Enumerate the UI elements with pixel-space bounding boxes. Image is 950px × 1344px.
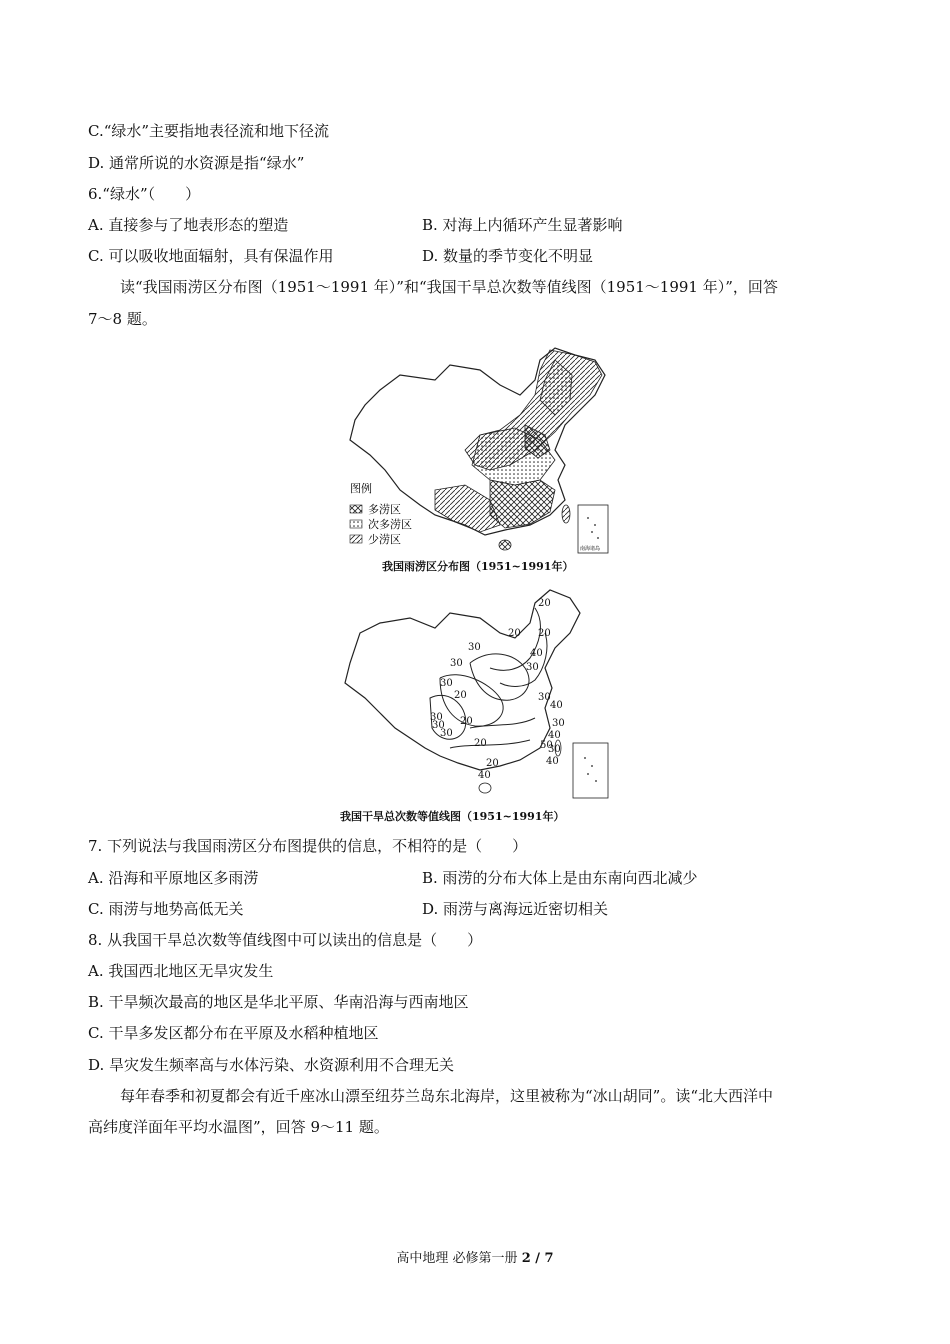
isoline-label: 40	[530, 648, 543, 659]
isoline-label: 40	[548, 730, 561, 741]
map-legend	[350, 481, 412, 546]
q7-stem: 7. 下列说法与我国雨涝区分布图提供的信息，不相符的是（ ）	[88, 837, 528, 855]
legend-label-heavy: 多涝区	[368, 503, 401, 516]
q7-option-b: B. 雨涝的分布大体上是由东南向西北减少	[422, 869, 698, 887]
isoline-label: 30	[430, 712, 443, 723]
isoline-label: 40	[546, 756, 559, 767]
isoline-label: 20	[508, 628, 521, 639]
footer-page-number: 2 / 7	[521, 1251, 554, 1266]
isoline-label: 30	[432, 720, 445, 731]
isoline-label: 20	[486, 758, 499, 769]
legend-label-moderate: 次多涝区	[368, 518, 412, 531]
isoline-label: 20	[538, 598, 551, 609]
q6-option-c: C. 可以吸收地面辐射，具有保温作用	[88, 247, 334, 265]
isoline-label: 30	[468, 642, 481, 653]
isoline-label: 30	[548, 744, 561, 755]
isoline-label: 40	[478, 770, 491, 781]
map2-caption: 我国干旱总次数等值线图（1951~1991年）	[340, 810, 565, 823]
q8-option-a: A. 我国西北地区无旱灾发生	[88, 962, 274, 980]
isoline-label: 30	[552, 718, 565, 729]
isoline-label: 50	[540, 740, 553, 751]
south-sea-inset	[578, 505, 608, 553]
intro-7-8-line2: 7～8 题。	[88, 310, 157, 328]
intro-9-11-line1: 每年春季和初夏都会有近千座冰山漂至纽芬兰岛东北海岸，这里被称为“冰山胡同”。读“北大西洋中	[120, 1087, 774, 1105]
isoline-label: 20	[474, 738, 487, 749]
q8-option-b: B. 干旱频次最高的地区是华北平原、华南沿海与西南地区	[88, 993, 469, 1011]
intro-7-8-line1: 读“我国雨涝区分布图（1951～1991 年）”和“我国干旱总次数等值线图（1951～1991 年）”，回答	[120, 278, 778, 296]
q8-stem: 8. 从我国干旱总次数等值线图中可以读出的信息是（ ）	[88, 931, 483, 949]
isoline-label: 30	[538, 692, 551, 703]
isoline-label: 20	[460, 716, 473, 727]
legend-swatch-less	[350, 535, 362, 543]
q5-option-c: C.“绿水”主要指地表径流和地下径流	[88, 122, 330, 140]
q7-option-d: D. 雨涝与离海远近密切相关	[422, 900, 609, 918]
hainan-island	[499, 540, 511, 550]
hainan-island-2	[479, 783, 491, 793]
q6-option-b: B. 对海上内循环产生显著影响	[422, 216, 623, 234]
isoline-label: 20	[454, 690, 467, 701]
isoline-label: 20	[538, 628, 551, 639]
page-footer	[0, 1247, 950, 1266]
isoline-label: 30	[526, 662, 539, 673]
q6-option-d: D. 数量的季节变化不明显	[422, 247, 594, 265]
south-sea-inset-2	[573, 743, 608, 798]
q6-option-a: A. 直接参与了地表形态的塑造	[88, 216, 289, 234]
inset-label: 南海诸岛	[580, 546, 601, 552]
q7-option-c: C. 雨涝与地势高低无关	[88, 900, 244, 918]
isoline-label: 30	[450, 658, 463, 669]
q8-option-c: C. 干旱多发区都分布在平原及水稻种植地区	[88, 1024, 379, 1042]
q7-option-a: A. 沿海和平原地区多雨涝	[88, 869, 259, 887]
intro-9-11-line2: 高纬度洋面年平均水温图”，回答 9～11 题。	[88, 1118, 389, 1136]
q6-stem: 6.“绿水”（ ）	[88, 185, 201, 203]
q5-option-d: D. 通常所说的水资源是指“绿水”	[88, 154, 305, 172]
rain-flood-map	[340, 340, 615, 560]
isoline-label: 40	[550, 700, 563, 711]
isoline-label: 30	[440, 678, 453, 689]
legend-swatch-heavy	[350, 505, 362, 513]
legend-swatch-moderate	[350, 520, 362, 528]
map1-caption: 我国雨涝区分布图（1951~1991年）	[382, 560, 574, 573]
legend-title: 图例	[350, 482, 372, 495]
q8-option-d: D. 旱灾发生频率高与水体污染、水资源利用不合理无关	[88, 1056, 455, 1074]
legend-label-less: 少涝区	[368, 533, 401, 546]
isoline-label: 30	[440, 728, 453, 739]
drought-isoline-map	[340, 588, 615, 806]
footer-subject: 高中地理 必修第一册	[396, 1251, 522, 1266]
isoline-labels	[430, 598, 565, 781]
taiwan-island	[562, 505, 570, 523]
